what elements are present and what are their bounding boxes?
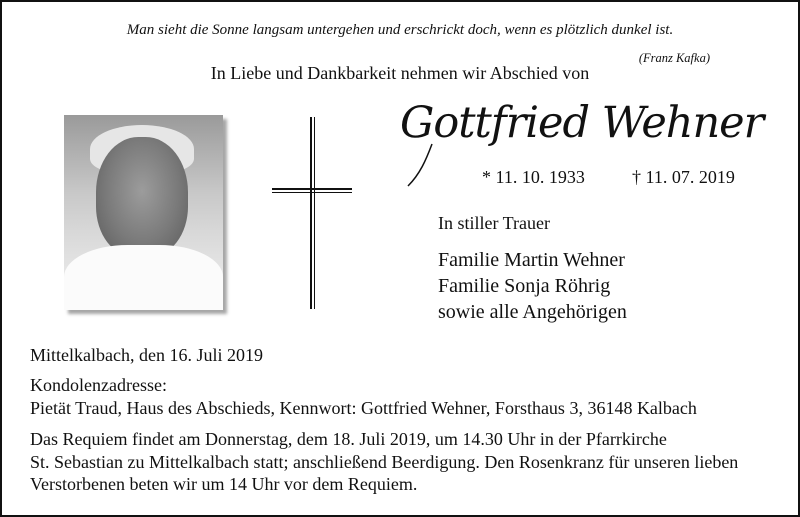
family-line: Familie Martin Wehner bbox=[438, 249, 625, 271]
quote-text: Man sieht die Sonne langsam untergehen und erschrickt doch, wenn es plötzlich dunkel ist. bbox=[126, 22, 674, 38]
condolence-label: Kondolenzadresse: bbox=[30, 375, 167, 395]
birth-date: * 11. 10. 1933 bbox=[482, 167, 585, 187]
place-date: Mittelkalbach, den 16. Juli 2019 bbox=[30, 345, 263, 365]
cross-icon-line bbox=[314, 117, 315, 309]
family-line: sowie alle Angehörigen bbox=[438, 301, 627, 323]
requiem-line: Das Requiem findet am Donnerstag, dem 18. Juli 2019, um 14.30 Uhr in der Pfarrkirche bbox=[30, 429, 667, 449]
cross-icon-bar-line bbox=[272, 192, 352, 193]
death-date: † 11. 07. 2019 bbox=[632, 167, 735, 187]
portrait-photo bbox=[64, 115, 223, 310]
condolence-address: Pietät Traud, Haus des Abschieds, Kennwort: Gottfried Wehner, Forsthaus 3, 36148 Kalbach bbox=[30, 398, 697, 418]
photo-shirt bbox=[64, 245, 223, 310]
name-flourish-icon bbox=[404, 140, 494, 190]
family-list bbox=[438, 247, 627, 325]
cross-icon bbox=[310, 117, 312, 309]
deceased-name: Gottfried Wehner bbox=[400, 98, 764, 148]
requiem-text bbox=[30, 428, 780, 496]
quote-author: (Franz Kafka) bbox=[638, 51, 710, 65]
mourning-label: In stiller Trauer bbox=[438, 213, 550, 233]
family-line: Familie Sonja Röhrig bbox=[438, 275, 611, 297]
requiem-line: St. Sebastian zu Mittelkalbach statt; anschließend Beerdigung. Den Rosenkranz für unseren lieben bbox=[30, 451, 739, 472]
intro-text: In Liebe und Dankbarkeit nehmen wir Abschied von bbox=[210, 63, 590, 83]
requiem-line: Verstorbenen beten wir um 14 Uhr vor dem Requiem. bbox=[30, 474, 418, 494]
photo-face bbox=[96, 137, 188, 257]
cross-icon-bar bbox=[272, 188, 352, 190]
